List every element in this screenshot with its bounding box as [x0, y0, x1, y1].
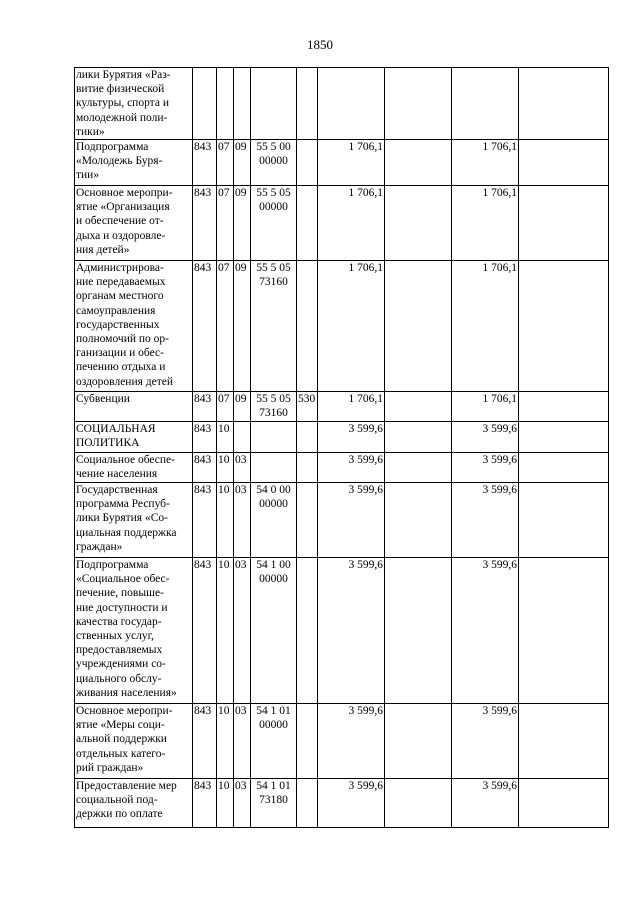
subsection-code-cell: 03	[234, 558, 251, 704]
expense-type-cell	[297, 483, 318, 558]
row-name-cell: СОЦИАЛЬНАЯ ПОЛИТИКА	[75, 422, 193, 453]
subsection-code-cell: 09	[234, 261, 251, 392]
subsection-code-cell: 03	[234, 704, 251, 779]
amount-cell-3: 3 599,6	[452, 704, 519, 779]
amount-cell-3: 1 706,1	[452, 392, 519, 422]
row-name-cell: Государственная программа Респуб- лики Бурятия «Со- циальная поддержка граждан»	[75, 483, 193, 558]
expense-type-cell	[297, 68, 318, 140]
amount-cell-2	[385, 68, 452, 140]
amount-cell-1: 3 599,6	[318, 704, 385, 779]
ved-code-cell: 843	[193, 186, 217, 261]
table-row	[75, 186, 609, 261]
row-name-cell: Подпрограмма «Молодежь Буря- тии»	[75, 140, 193, 186]
amount-cell-3: 1 706,1	[452, 186, 519, 261]
row-name-cell: Социальное обеспе- чение населения	[75, 453, 193, 483]
expense-type-cell	[297, 186, 318, 261]
target-article-cell: 54 1 01 73180	[251, 779, 297, 828]
amount-cell-4	[519, 422, 609, 453]
amount-cell-1: 1 706,1	[318, 140, 385, 186]
amount-cell-1: 3 599,6	[318, 453, 385, 483]
subsection-code-cell: 03	[234, 453, 251, 483]
amount-cell-3: 3 599,6	[452, 779, 519, 828]
amount-cell-3: 3 599,6	[452, 422, 519, 453]
section-code-cell: 07	[217, 140, 234, 186]
subsection-code-cell: 09	[234, 140, 251, 186]
target-article-cell: 54 0 00 00000	[251, 483, 297, 558]
amount-cell-3: 3 599,6	[452, 558, 519, 704]
amount-cell-1: 3 599,6	[318, 422, 385, 453]
section-code-cell: 10	[217, 704, 234, 779]
subsection-code-cell: 09	[234, 186, 251, 261]
amount-cell-1: 1 706,1	[318, 261, 385, 392]
subsection-code-cell: 03	[234, 483, 251, 558]
ved-code-cell: 843	[193, 558, 217, 704]
amount-cell-3	[452, 68, 519, 140]
amount-cell-2	[385, 186, 452, 261]
table-row	[75, 68, 609, 140]
row-name-cell: Основное меропри- ятие «Меры соци- альной поддержки отдельных катего- рий граждан»	[75, 704, 193, 779]
amount-cell-3: 3 599,6	[452, 483, 519, 558]
ved-code-cell: 843	[193, 422, 217, 453]
subsection-code-cell: 03	[234, 779, 251, 828]
table-row	[75, 261, 609, 392]
amount-cell-4	[519, 68, 609, 140]
amount-cell-4	[519, 392, 609, 422]
ved-code-cell: 843	[193, 779, 217, 828]
section-code-cell: 10	[217, 558, 234, 704]
ved-code-cell: 843	[193, 140, 217, 186]
amount-cell-2	[385, 483, 452, 558]
expense-type-cell	[297, 453, 318, 483]
row-name-cell: Предоставление мер социальной под- держки по оплате	[75, 779, 193, 828]
table-row	[75, 558, 609, 704]
amount-cell-1	[318, 68, 385, 140]
expense-type-cell	[297, 422, 318, 453]
table-row	[75, 779, 609, 828]
target-article-cell: 55 5 00 00000	[251, 140, 297, 186]
target-article-cell: 55 5 05 73160	[251, 261, 297, 392]
amount-cell-1: 3 599,6	[318, 483, 385, 558]
section-code-cell: 10	[217, 779, 234, 828]
expense-type-cell	[297, 558, 318, 704]
page-number: 1850	[307, 37, 333, 52]
amount-cell-2	[385, 704, 452, 779]
amount-cell-1: 3 599,6	[318, 558, 385, 704]
row-name-cell: Основное меропри- ятие «Организация и обеспечение от- дыха и оздоровле- ния детей»	[75, 186, 193, 261]
table-row	[75, 453, 609, 483]
section-code-cell: 10	[217, 422, 234, 453]
expense-type-cell	[297, 704, 318, 779]
ved-code-cell	[193, 68, 217, 140]
amount-cell-2	[385, 422, 452, 453]
amount-cell-4	[519, 140, 609, 186]
section-code-cell: 10	[217, 483, 234, 558]
target-article-cell: 54 1 01 00000	[251, 704, 297, 779]
table-row	[75, 392, 609, 422]
row-name-cell: лики Бурятия «Раз- витие физической культуры, спорта и молодежной поли- тики»	[75, 68, 193, 140]
section-code-cell: 07	[217, 261, 234, 392]
row-name-cell: Подпрограмма «Социальное обес- печение, повыше- ние доступности и качества государ- ственных услуг, предоставляемых учреждениями со- циального обслу- живания населения»	[75, 558, 193, 704]
target-article-cell	[251, 68, 297, 140]
ved-code-cell: 843	[193, 261, 217, 392]
amount-cell-2	[385, 779, 452, 828]
expense-type-cell	[297, 140, 318, 186]
row-name-cell: Администрирова- ние передаваемых органам местного самоуправления государственных полномочий по ор- ганизации и обес- печению отдыха и оздоровления детей	[75, 261, 193, 392]
table-row	[75, 483, 609, 558]
expense-type-cell	[297, 779, 318, 828]
budget-table	[74, 67, 609, 828]
amount-cell-2	[385, 558, 452, 704]
ved-code-cell: 843	[193, 483, 217, 558]
ved-code-cell: 843	[193, 704, 217, 779]
amount-cell-3: 1 706,1	[452, 261, 519, 392]
target-article-cell	[251, 453, 297, 483]
amount-cell-4	[519, 453, 609, 483]
table-row	[75, 422, 609, 453]
expense-type-cell: 530	[297, 392, 318, 422]
amount-cell-4	[519, 704, 609, 779]
amount-cell-2	[385, 261, 452, 392]
amount-cell-2	[385, 453, 452, 483]
section-code-cell: 07	[217, 392, 234, 422]
target-article-cell	[251, 422, 297, 453]
amount-cell-1: 3 599,6	[318, 779, 385, 828]
section-code-cell: 10	[217, 453, 234, 483]
amount-cell-3: 3 599,6	[452, 453, 519, 483]
table-row	[75, 704, 609, 779]
subsection-code-cell	[234, 68, 251, 140]
target-article-cell: 55 5 05 00000	[251, 186, 297, 261]
target-article-cell: 55 5 05 73160	[251, 392, 297, 422]
ved-code-cell: 843	[193, 392, 217, 422]
amount-cell-4	[519, 186, 609, 261]
amount-cell-3: 1 706,1	[452, 140, 519, 186]
amount-cell-1: 1 706,1	[318, 186, 385, 261]
target-article-cell: 54 1 00 00000	[251, 558, 297, 704]
expense-type-cell	[297, 261, 318, 392]
amount-cell-4	[519, 558, 609, 704]
amount-cell-4	[519, 483, 609, 558]
ved-code-cell: 843	[193, 453, 217, 483]
subsection-code-cell: 09	[234, 392, 251, 422]
section-code-cell	[217, 68, 234, 140]
amount-cell-2	[385, 392, 452, 422]
subsection-code-cell	[234, 422, 251, 453]
amount-cell-1: 1 706,1	[318, 392, 385, 422]
section-code-cell: 07	[217, 186, 234, 261]
row-name-cell: Субвенции	[75, 392, 193, 422]
amount-cell-4	[519, 779, 609, 828]
table-row	[75, 140, 609, 186]
amount-cell-2	[385, 140, 452, 186]
amount-cell-4	[519, 261, 609, 392]
